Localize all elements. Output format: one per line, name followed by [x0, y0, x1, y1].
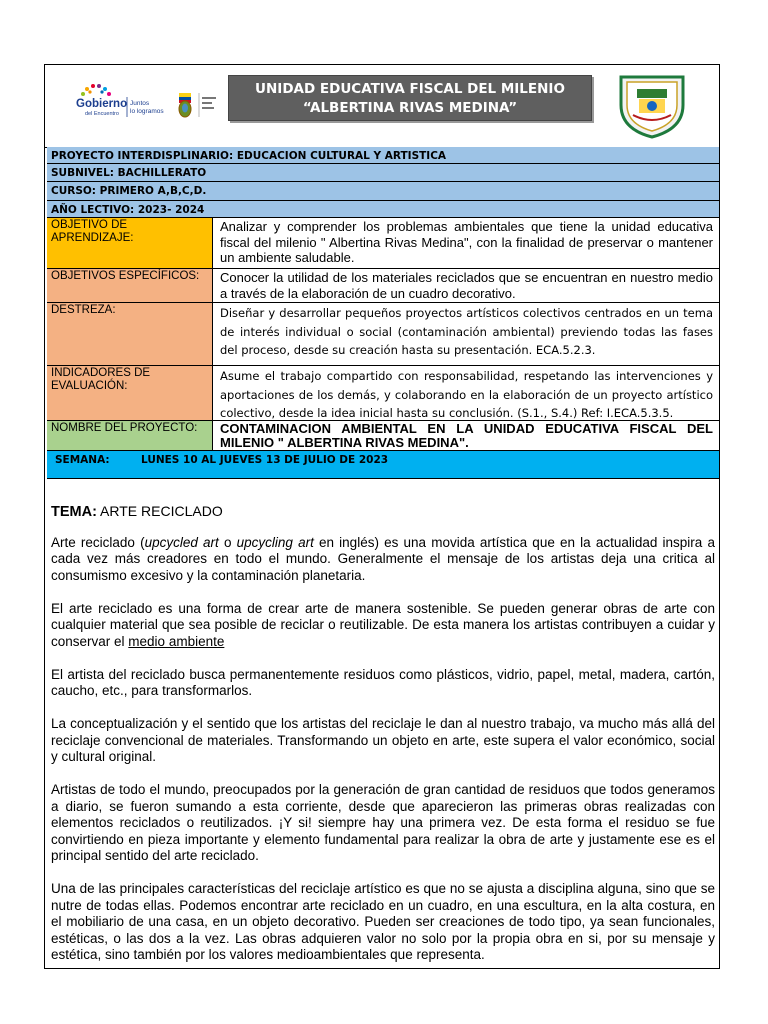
ecuador-coat-of-arms-icon [175, 87, 231, 121]
row-indicadores [47, 366, 719, 421]
semana-label: SEMANA: [55, 454, 110, 466]
semana-value: LUNES 10 AL JUEVES 13 DE JULIO DE 2023 [141, 454, 389, 466]
document-body [51, 503, 715, 980]
medio-ambiente-link[interactable]: medio ambiente [128, 633, 225, 649]
row-destreza [47, 303, 719, 366]
p1-italic-2: upcycling art [236, 534, 314, 550]
objetivo-value: Analizar y comprender los problemas ambientales que tiene la unidad educativa fiscal del milenio " Albertina Rivas Medina", con la finalidad de preservar o mantener un ambiente saludable. [220, 219, 713, 265]
especificos-value: Conocer la utilidad de los materiales reciclados que se encuentran en nuestro medio a través de la elaboración de un cuadro decorativo. [220, 270, 713, 301]
row-nombre-proyecto [47, 421, 719, 451]
school-name-banner [228, 75, 592, 121]
tema-label: TEMA: [51, 504, 97, 520]
paragraph-3: El artista del reciclado busca permanentemente residuos como plásticos, vidrio, papel, metal, madera, cartón, caucho, etc., para transformarlos. [51, 666, 715, 698]
svg-text:del Encuentro: del Encuentro [85, 111, 119, 117]
tema-heading [51, 503, 715, 521]
row-proyecto: PROYECTO INTERDISPLINARIO: EDUCACION CULTURAL Y ARTISTICA [47, 147, 719, 164]
document-header [45, 65, 719, 148]
banner-line-1: UNIDAD EDUCATIVA FISCAL DEL MILENIO [255, 81, 565, 97]
paragraph-1 [51, 535, 715, 585]
paragraph-2 [51, 601, 715, 651]
svg-text:Gobierno: Gobierno [76, 98, 128, 110]
p1-italic-1: upcycled art [144, 534, 219, 550]
row-anio-lectivo: AÑO LECTIVO: 2023- 2024 [47, 201, 719, 218]
gobierno-del-encuentro-logo [73, 81, 173, 123]
nombre-label: NOMBRE DEL PROYECTO: [47, 421, 213, 450]
svg-text:Juntos: Juntos [130, 100, 150, 107]
paragraph-6: Una de las principales características del reciclaje artístico es que no se ajusta a disciplina alguna, sino que se nutre de todas ellas. Podemos encontrar arte reciclado en un cuadro, en una escultura, en la alta costura, en el mobiliario de una casa, en un objeto decorativo. Pueden ser creaciones de todo tipo, ya sean funcionales, estéticas, o las dos a la vez. Las obras adquieren valor no solo por la propia obra en si, por su mensaje y estética, sino también por los valores medioambientales que representa. [51, 881, 715, 962]
destreza-value: Diseñar y desarrollar pequeños proyectos artísticos colectivos centrados en un tema de interés individual o social (contaminación ambiental) previendo todas las fases del proceso, desde su creación hasta su presentación. ECA.5.2.3. [220, 306, 713, 357]
especificos-label: OBJETIVOS ESPECÍFICOS: [47, 269, 213, 302]
school-seal-icon [615, 71, 689, 139]
row-subnivel: SUBNIVEL: BACHILLERATO [47, 164, 719, 182]
indicadores-label: INDICADORES DE EVALUACIÓN: [47, 366, 213, 420]
indicadores-value: Asume el trabajo compartido con responsabilidad, respetando las intervenciones y aportaciones de los demás, y colaborando en la elaboración de un proyecto artístico colectivo, desde la idea inicial hasta su conclusión. (S.1., S.4.) Ref: I.ECA.5.3.5. [220, 369, 713, 420]
row-semana [47, 451, 719, 479]
row-objetivos-especificos [47, 269, 719, 303]
p1-text-a: Arte reciclado ( [51, 534, 145, 550]
logo-dots-icon [81, 84, 111, 96]
destreza-label: DESTREZA: [47, 303, 213, 365]
svg-text:lo logramos: lo logramos [130, 108, 164, 115]
p1-text-c: en inglés) es una movida artística que en la actualidad inspira a cada vez más creadores en todo el mundo. Generalmente el mensaje de los artistas deja una critica al consumismo excesivo y la contaminación planetaria. [51, 534, 715, 583]
banner-line-2: “ALBERTINA RIVAS MEDINA” [302, 100, 518, 116]
objetivo-label: OBJETIVO DE APRENDIZAJE: [47, 218, 213, 268]
p1-text-b: o [218, 534, 237, 550]
row-objetivo-aprendizaje [47, 218, 719, 269]
row-curso: CURSO: PRIMERO A,B,C,D. [47, 182, 719, 201]
document-page [44, 64, 720, 969]
p2-text: El arte reciclado es una forma de crear arte de manera sostenible. Se pueden generar obras de arte con cualquier material que sea posible de reciclar o reutilizable. De esta manera los artistas contribuyen a cuidar y conservar el [51, 600, 715, 649]
nombre-value: CONTAMINACION AMBIENTAL EN LA UNIDAD EDUCATIVA FISCAL DEL MILENIO " ALBERTINA RIVAS MEDINA". [220, 421, 713, 450]
paragraph-5: Artistas de todo el mundo, preocupados por la generación de gran cantidad de residuos que todos generamos a diario, se fueron sumando a esta corriente, desde que aparecieron las primeras obras realizadas con elementos reciclados o reutilizados. ¡Y si! siempre hay una primera vez. De esta forma el residuo se fue convirtiendo en pieza importante y elemento fundamental para realizar la obra de arte y justamente ese es el principal sentido del arte reciclado. [51, 782, 715, 863]
tema-value: ARTE RECICLADO [100, 503, 223, 519]
paragraph-4: La conceptualización y el sentido que los artistas del reciclaje le dan al nuestro trabajo, va mucho más allá del reciclaje convencional de materiales. Transformando un objeto en arte, este supera el valor económico, social y cultural original. [51, 716, 715, 764]
